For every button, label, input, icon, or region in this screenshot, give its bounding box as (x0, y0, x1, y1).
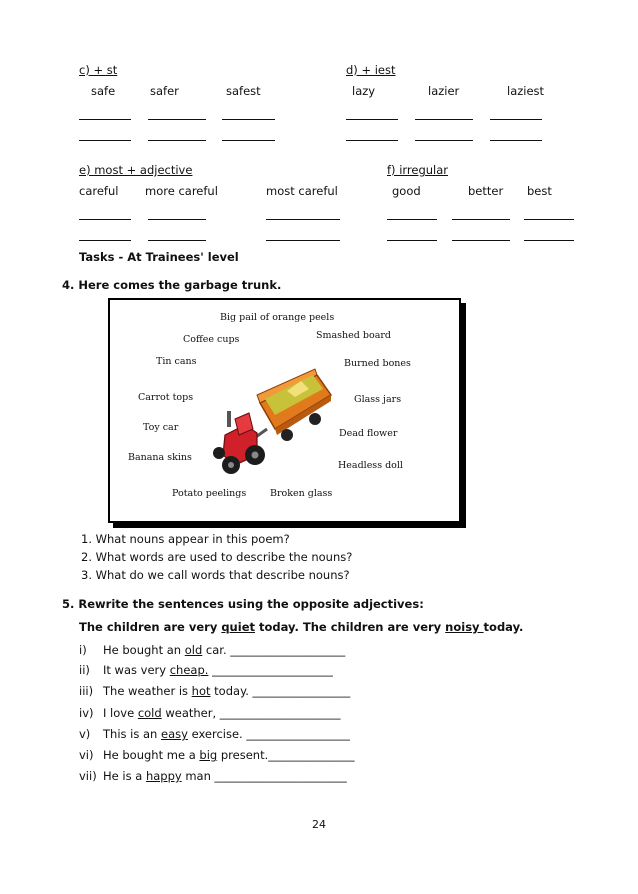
example-text: today. The children are very (255, 620, 446, 634)
sentence-row (79, 706, 341, 720)
question-4-item-2: 2. What words are used to describe the nouns? (81, 550, 353, 564)
blank-line[interactable] (148, 119, 206, 120)
sentence-number: vii) (79, 769, 97, 783)
blank-line[interactable] (266, 240, 340, 241)
question-5-example (79, 620, 523, 634)
sentence-text: It was very (103, 663, 170, 677)
label-orange-peels: Big pail of orange peels (220, 312, 335, 323)
word-d-1: lazy (352, 84, 376, 98)
label-headless-doll: Headless doll (338, 460, 403, 471)
garbage-truck-illustration (205, 355, 340, 480)
label-banana-skins: Banana skins (128, 452, 192, 463)
sentence-number: i) (79, 643, 87, 657)
page-number: 24 (312, 818, 326, 831)
blank-line[interactable] (79, 119, 131, 120)
sentence-number: ii) (79, 663, 90, 677)
sentence-text[interactable]: present._______________ (217, 748, 355, 762)
sentence-number: iv) (79, 706, 94, 720)
sentence-text[interactable]: man _______________________ (181, 769, 347, 783)
sentence-text: The weather is (103, 684, 192, 698)
label-carrot-tops: Carrot tops (138, 392, 194, 403)
blank-line[interactable] (222, 140, 275, 141)
word-d-3: laziest (507, 84, 545, 98)
sentence-text: He bought an (103, 643, 185, 657)
blank-line[interactable] (148, 240, 206, 241)
sentence-text: This is an (103, 727, 161, 741)
word-d-2: lazier (428, 84, 460, 98)
word-f-3: best (527, 184, 552, 198)
blank-line[interactable] (524, 219, 574, 220)
word-e-3: most careful (266, 184, 338, 198)
blank-line[interactable] (415, 140, 473, 141)
word-e-2: more careful (145, 184, 218, 198)
sentence-adjective: cheap. (169, 663, 209, 677)
label-dead-flower: Dead flower (339, 428, 398, 439)
blank-line[interactable] (222, 119, 275, 120)
sentence-text[interactable]: exercise. __________________ (187, 727, 350, 741)
sentence-row (79, 727, 350, 741)
blank-line[interactable] (148, 219, 206, 220)
blank-line[interactable] (79, 140, 131, 141)
sentence-number: iii) (79, 684, 94, 698)
sentence-row (79, 663, 333, 677)
sentence-row (79, 684, 350, 698)
sentence-text: I love (103, 706, 138, 720)
question-5-title: 5. Rewrite the sentences using the opposite adjectives: (62, 597, 424, 611)
label-glass-jars: Glass jars (354, 394, 402, 405)
sentence-text[interactable]: car. ____________________ (202, 643, 346, 657)
sentence-adjective: happy (145, 769, 182, 783)
label-burned-bones: Burned bones (344, 358, 411, 369)
word-c-3: safest (226, 84, 261, 98)
sentence-number: v) (79, 727, 91, 741)
blank-line[interactable] (524, 240, 574, 241)
word-f-1: good (392, 184, 421, 198)
blank-line[interactable] (266, 219, 340, 220)
word-c-1: safe (91, 84, 116, 98)
question-4-item-3: 3. What do we call words that describe nouns? (81, 568, 350, 582)
blank-line[interactable] (79, 219, 131, 220)
blank-line[interactable] (452, 240, 510, 241)
label-tin-cans: Tin cans (156, 356, 197, 367)
sentence-text[interactable]: today. _________________ (210, 684, 351, 698)
blank-line[interactable] (346, 119, 398, 120)
heading-f: f) irregular (387, 163, 449, 177)
sentence-adjective: easy (161, 727, 188, 741)
label-potato-peelings: Potato peelings (172, 488, 247, 499)
word-c-2: safer (150, 84, 179, 98)
blank-line[interactable] (387, 240, 437, 241)
blank-line[interactable] (415, 119, 473, 120)
label-coffee-cups: Coffee cups (183, 334, 240, 345)
sentence-number: vi) (79, 748, 94, 762)
word-f-2: better (468, 184, 504, 198)
sentence-text: He bought me a (103, 748, 200, 762)
label-smashed-board: Smashed board (316, 330, 391, 341)
label-broken-glass: Broken glass (270, 488, 333, 499)
blank-line[interactable] (490, 140, 542, 141)
sentence-row (79, 643, 345, 657)
question-4-title: 4. Here comes the garbage trunk. (62, 278, 282, 292)
sentence-row (79, 748, 354, 762)
blank-line[interactable] (452, 219, 510, 220)
blank-line[interactable] (490, 119, 542, 120)
example-text: The children are very (79, 620, 222, 634)
word-e-1: careful (79, 184, 119, 198)
example-opposite: noisy (445, 620, 484, 634)
sentence-text: He is a (103, 769, 146, 783)
sentence-adjective: cold (137, 706, 162, 720)
blank-line[interactable] (346, 140, 398, 141)
heading-c: c) + st (79, 63, 118, 77)
sentence-adjective: hot (191, 684, 211, 698)
blank-line[interactable] (387, 219, 437, 220)
heading-d: d) + iest (346, 63, 396, 77)
sentence-text[interactable]: weather, _____________________ (161, 706, 341, 720)
example-text: today. (483, 620, 524, 634)
sentence-adjective: old (184, 643, 203, 657)
heading-e: e) most + adjective (79, 163, 193, 177)
tasks-heading: Tasks - At Trainees' level (79, 250, 239, 264)
example-adjective: quiet (221, 620, 255, 634)
blank-line[interactable] (79, 240, 131, 241)
garbage-truck-figure (108, 298, 461, 523)
label-toy-car: Toy car (143, 422, 179, 433)
sentence-adjective: big (199, 748, 218, 762)
sentence-text[interactable]: _____________________ (208, 663, 333, 677)
blank-line[interactable] (148, 140, 206, 141)
sentence-row (79, 769, 347, 783)
question-4-item-1: 1. What nouns appear in this poem? (81, 532, 290, 546)
